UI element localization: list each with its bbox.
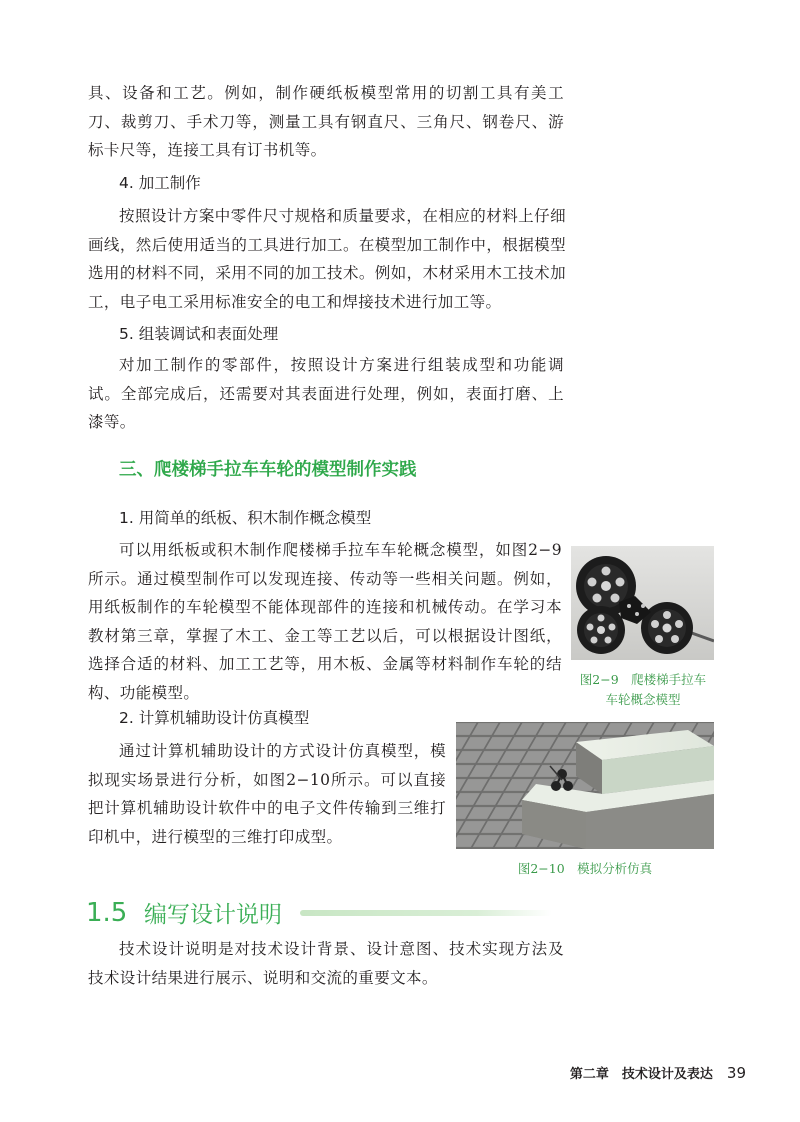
wheel-model-photo [571,546,714,660]
page-footer [570,1063,746,1082]
figure-caption-2-10: 图2−10 模拟分析仿真 [517,861,653,876]
caption-2-9-line2: 车轮概念模型 [605,692,681,707]
heading-concept-model: 1. 用简单的纸板、积木制作概念模型 [119,509,372,527]
paragraph-processing: 按照设计方案中零件尺寸规格和质量要求，在相应的材料上仔细画线，然后使用适当的工具进行加工。在模型加工制作中，根据模型选用的材料不同，采用不同的加工技术。例如，木材采用木工技术加工，电子电工采用标准安全的电工和焊接技术进行加工等。 [88,207,566,311]
caption-2-9-line1: 图2−9 爬楼梯手拉车 [579,672,707,687]
paragraph-cad-simulation: 通过计算机辅助设计的方式设计仿真模型，模拟现实场景进行分析，如图2−10所示。可以直接把计算机辅助设计软件中的电子文件传输到三维打印机中，进行模型的三维打印成型。 [88,742,446,846]
section-heading-wheel-model: 三、爬楼梯手拉车车轮的模型制作实践 [119,460,417,480]
figure-stair-simulation [456,722,714,849]
heading-processing: 4. 加工制作 [119,174,201,192]
paragraph-design-description: 技术设计说明是对技术设计背景、设计意图、技术实现方法及技术设计结果进行展示、说明和交流的重要文本。 [88,940,564,987]
figure-wheel-concept-model [571,546,714,660]
chapter-divider [300,910,552,916]
paragraph-tools: 具、设备和工艺。例如，制作硬纸板模型常用的切割工具有美工刀、裁剪刀、手术刀等，测量工具有钢直尺、三角尺、钢卷尺、游标卡尺等，连接工具有订书机等。 [88,84,564,160]
paragraph-assembly: 对加工制作的零部件，按照设计方案进行组装成型和功能调试。全部完成后，还需要对其表面进行处理，例如，表面打磨、上漆等。 [88,356,564,432]
stair-simulation-render [456,722,714,849]
heading-assembly: 5. 组装调试和表面处理 [119,325,279,343]
chapter-title: 编写设计说明 [144,902,282,928]
chapter-heading [86,896,282,929]
paragraph-concept-model: 可以用纸板或积木制作爬楼梯手拉车车轮概念模型，如图2−9所示。通过模型制作可以发现连接、传动等一些相关问题。例如，用纸板制作的车轮模型不能体现部件的连接和机械传动。在学习本教材第三章，掌握了木工、金工等工艺以后，可以根据设计图纸，选择合适的材料、加工工艺等，用木板、金属等材料制作车轮的结构、功能模型。 [88,541,562,702]
page-number: 39 [726,1064,746,1082]
chapter-number: 1.5 [86,897,128,928]
figure-caption-2-9 [568,670,718,710]
heading-cad-simulation: 2. 计算机辅助设计仿真模型 [119,709,310,727]
footer-chapter-label: 第二章 技术设计及表达 [569,1067,713,1082]
